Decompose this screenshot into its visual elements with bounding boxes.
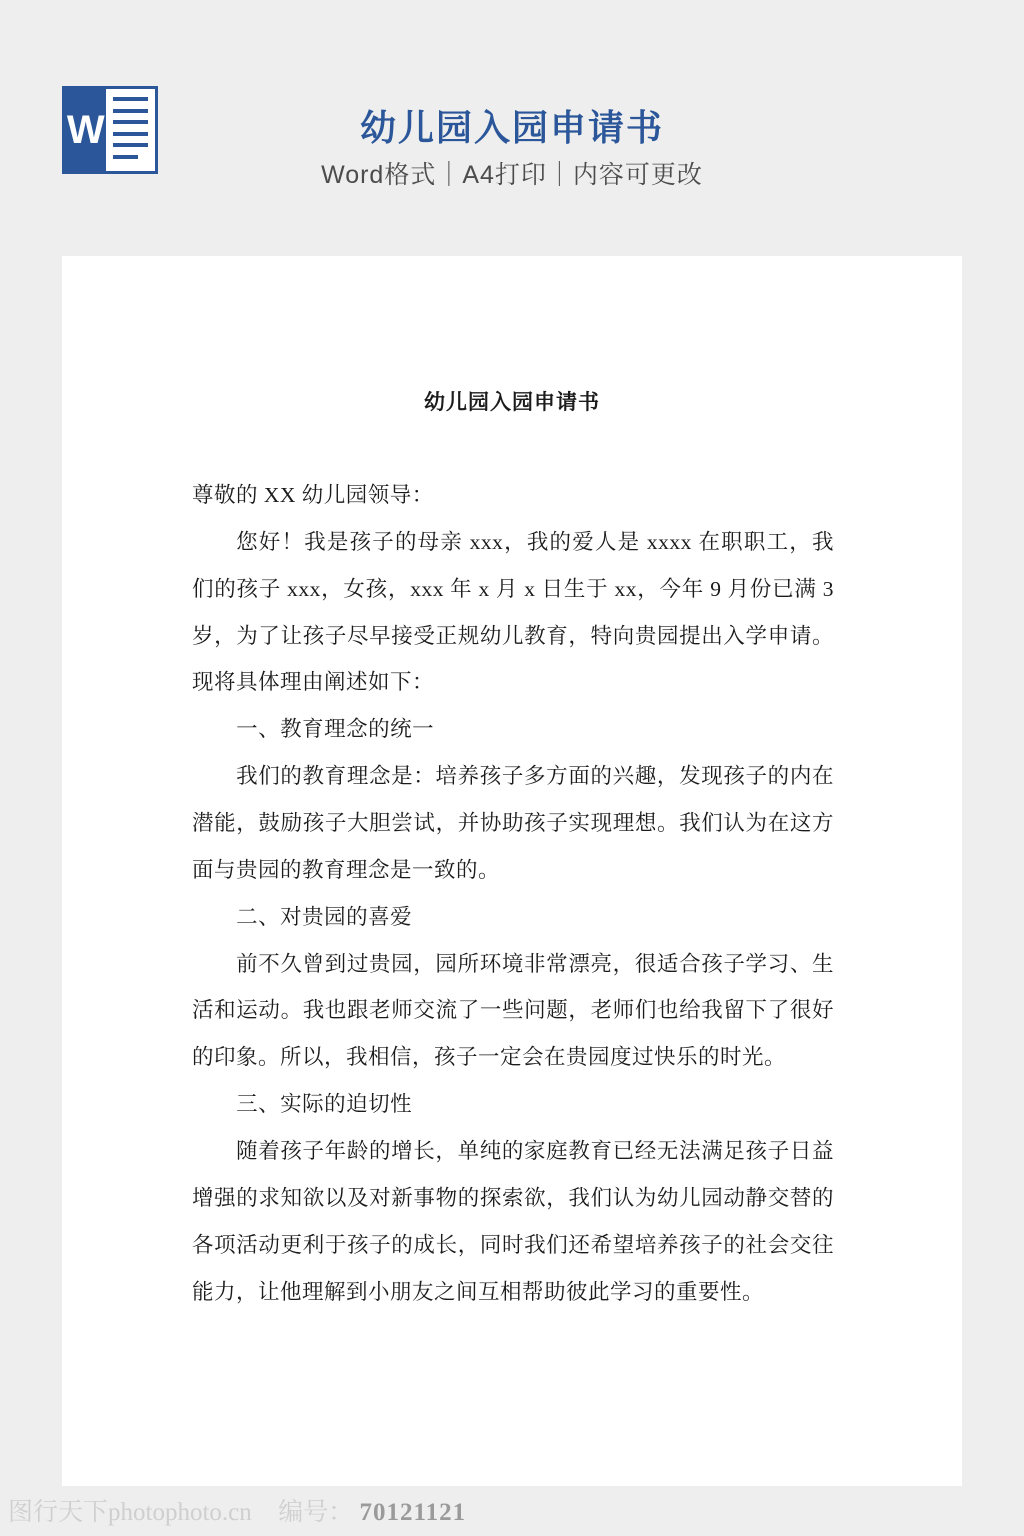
document-section-heading: 一、教育理念的统一 — [236, 717, 435, 742]
document-paragraph: 前不久曾到过贵园，园所环境非常漂亮，很适合孩子学习、生活和运动。我也跟老师交流了一些问题，老师们也给我留下了很好的印象。所以，我相信，孩子一定会在贵园度过快乐的时光。 — [192, 951, 834, 1070]
document-title: 幼儿园入园申请书 — [424, 390, 600, 414]
header-banner — [0, 0, 1024, 256]
banner-subtitle: Word格式｜A4打印｜内容可更改 — [321, 161, 703, 189]
footer-strip — [0, 1486, 1024, 1536]
document-paragraph: 我们的教育理念是：培养孩子多方面的兴趣，发现孩子的内在潜能，鼓励孩子大胆尝试，并协助孩子实现理想。我们认为在这方面与贵园的教育理念是一致的。 — [192, 764, 834, 882]
footer-id-value: 70121121 — [359, 1499, 467, 1526]
banner-title: 幼儿园入园申请书 — [359, 107, 664, 148]
footer-site-name: 图行天下photophoto.cn — [8, 1499, 252, 1526]
footer-watermark — [8, 1492, 466, 1528]
document-paragraph: 尊敬的 XX 幼儿园领导： — [192, 483, 434, 507]
document-page — [62, 256, 962, 1486]
document-paragraph: 随着孩子年龄的增长，单纯的家庭教育已经无法满足孩子日益增强的求知欲以及对新事物的探索欲，我们认为幼儿园动静交替的各项活动更利于孩子的成长，同时我们还希望培养孩子的社会交往能力，让他理解到小朋友之间互相帮助彼此学习的重要性。 — [192, 1139, 834, 1304]
word-logo-letter: W — [65, 89, 106, 171]
document-section-heading: 三、实际的迫切性 — [236, 1092, 413, 1117]
document-section-heading: 二、对贵园的喜爱 — [236, 904, 413, 929]
document-body — [192, 472, 834, 1315]
footer-id-label: 编号： — [278, 1499, 354, 1526]
document-paragraph: 您好！我是孩子的母亲 xxx，我的爱人是 xxxx 在职职工，我们的孩子 xxx，女孩，xxx 年 x 月 x 日生于 xx，今年 9 月份已满 3 岁，为了让孩子尽早接受正规幼儿教育，特向贵园提出入学申请。现将具体理由阐述如下： — [192, 529, 834, 695]
